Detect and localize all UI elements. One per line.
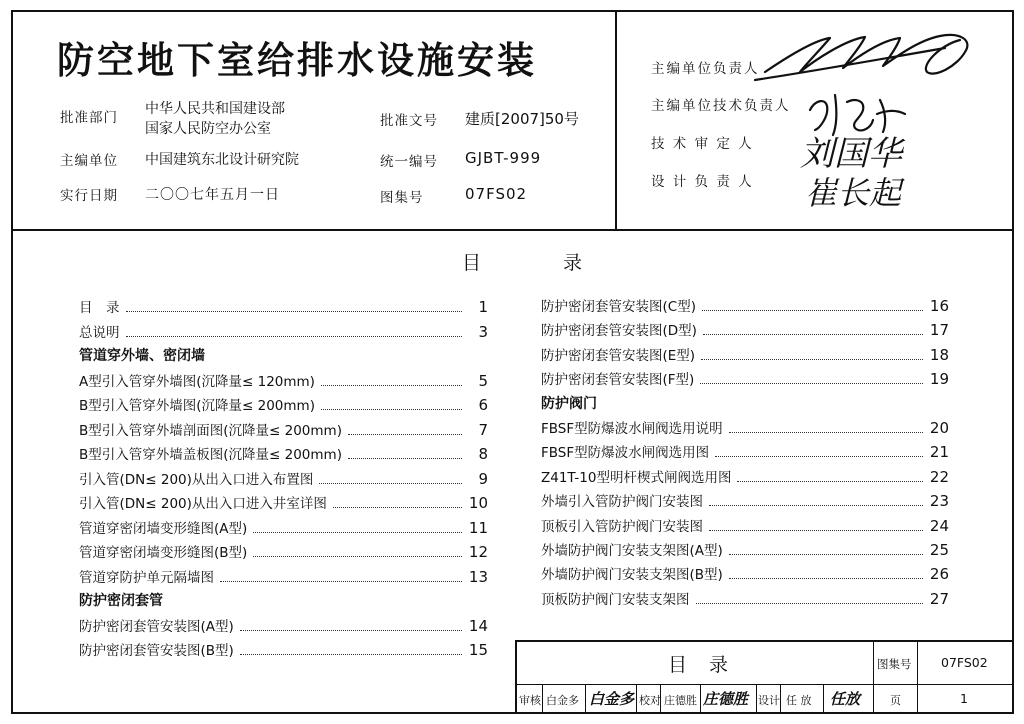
- toc-entry-page: 27: [929, 589, 949, 608]
- toc-entry-title: 防护密闭套管安装图(B型): [79, 643, 234, 659]
- toc-title: 目 录: [462, 252, 621, 274]
- toc-leader-dots: [729, 577, 923, 579]
- sig-designer-label: 设 计 负 责 人: [651, 174, 754, 190]
- sig-reviewer-label: 技 术 审 定 人: [651, 136, 754, 152]
- unified-no: GJBT-999: [465, 149, 542, 167]
- title-block-divider: [542, 684, 543, 714]
- toc-entry: [79, 615, 488, 635]
- toc-entry-page: 10: [468, 494, 488, 512]
- toc-entry-page: 21: [929, 443, 949, 462]
- toc-entry-title: 管道穿防护单元隔墙图: [79, 569, 214, 586]
- toc-entry-title: 防护密闭套管安装图(C型): [541, 299, 696, 315]
- toc-entry-title: 外墙引入管防护阀门安装图: [541, 494, 703, 511]
- toc-entry: [79, 394, 488, 414]
- toc-entry: [541, 417, 949, 437]
- tb-check-signature: 庄德胜: [703, 690, 749, 708]
- toc-entry: [541, 490, 949, 510]
- designer-signature: 崔长起: [805, 174, 902, 212]
- tb-atlas-no: 07FS02: [941, 655, 988, 670]
- toc-entry: [541, 441, 949, 461]
- toc-entry-title: 顶板防护阀门安装支架图: [541, 591, 690, 608]
- toc-entry-page: 7: [478, 420, 488, 439]
- title-block-divider: [823, 684, 824, 714]
- toc-entry-title: A型引入管穿外墙图(沉降量≤ 120mm): [79, 373, 315, 390]
- toc-entry: [79, 566, 488, 586]
- toc-entry-title: 防护密闭套管安装图(A型): [79, 618, 234, 635]
- toc-leader-dots: [253, 555, 462, 557]
- title-block-divider: [756, 684, 757, 714]
- toc-leader-dots: [703, 333, 923, 335]
- toc-leader-dots: [709, 529, 923, 531]
- toc-leader-dots: [220, 580, 462, 582]
- sig-tech-lead-label: 主编单位技术负责人: [651, 98, 791, 114]
- toc-leader-dots: [333, 506, 462, 508]
- toc-entry-page: 9: [478, 469, 488, 488]
- toc-entry-page: 16: [929, 297, 949, 315]
- toc-leader-dots: [700, 382, 923, 384]
- toc-leader-dots: [126, 310, 463, 312]
- toc-entry-page: 26: [929, 565, 949, 584]
- title-block-divider: [700, 684, 701, 714]
- toc-leader-dots: [253, 531, 462, 533]
- approval-doc-label: 批准文号: [380, 113, 438, 129]
- toc-entry-title: 管道穿密闭墙变形缝图(B型): [79, 545, 248, 561]
- toc-entry: [79, 517, 488, 537]
- toc-leader-dots: [319, 482, 462, 484]
- toc-entry-title: 引入管(DN≤ 200)从出入口进入井室详图: [79, 496, 327, 512]
- toc-leader-dots: [348, 457, 462, 459]
- toc-leader-dots: [321, 384, 462, 386]
- toc-section-heading: 防护阀门: [541, 395, 597, 412]
- title-block-divider: [780, 684, 781, 714]
- toc-entry-title: 引入管(DN≤ 200)从出入口进入布置图: [79, 471, 314, 488]
- title-block-divider: [917, 640, 918, 714]
- toc-leader-dots: [709, 504, 923, 506]
- atlas-no: 07FS02: [465, 185, 528, 203]
- tb-design-label: 设计: [758, 694, 780, 707]
- toc-leader-dots: [737, 480, 923, 482]
- toc-entry: [541, 368, 949, 388]
- toc-entry: [541, 295, 949, 315]
- reviewer-signature: 刘国华: [800, 134, 902, 174]
- atlas-no-label: 图集号: [380, 190, 424, 206]
- toc-entry: [79, 321, 488, 341]
- toc-leader-dots: [729, 553, 923, 555]
- toc-entry-page: 24: [929, 516, 949, 535]
- toc-entry-page: 14: [468, 616, 488, 635]
- toc-leader-dots: [696, 602, 924, 604]
- tb-design-name: 任 放: [786, 694, 812, 707]
- toc-entry-title: FBSF型防爆波水闸阀选用说明: [541, 421, 723, 437]
- toc-section-heading: 防护密闭套管: [79, 593, 163, 609]
- toc-entry-title: 管道穿密闭墙变形缝图(A型): [79, 520, 248, 537]
- editor-unit-label: 主编单位: [60, 153, 118, 169]
- toc-leader-dots: [321, 408, 462, 410]
- toc-entry-page: 18: [929, 345, 949, 364]
- approval-dept-label: 批准部门: [60, 110, 118, 126]
- toc-section-heading: 管道穿外墙、密闭墙: [79, 348, 205, 364]
- toc-entry: [79, 370, 488, 390]
- toc-entry-page: 20: [929, 419, 949, 437]
- toc-entry-page: 6: [478, 396, 488, 414]
- tb-check-label: 校对: [639, 694, 661, 707]
- toc-leader-dots: [701, 358, 923, 360]
- document-title: 防空地下室给排水设施安装: [57, 39, 537, 82]
- toc-entry-page: 23: [929, 492, 949, 511]
- toc-entry-title: 防护密闭套管安装图(D型): [541, 323, 697, 340]
- tb-review-label: 审核: [519, 694, 541, 707]
- title-block-divider: [873, 640, 874, 714]
- toc-entry: [79, 541, 488, 561]
- toc-entry: [541, 344, 949, 364]
- toc-leader-dots: [240, 629, 462, 631]
- tb-review-signature: 白金多: [589, 690, 635, 708]
- impl-date: 二〇〇七年五月一日: [145, 187, 280, 203]
- toc-entry-page: 3: [478, 322, 488, 341]
- toc-entry-title: 防护密闭套管安装图(F型): [541, 372, 695, 389]
- sig-lead-label: 主编单位负责人: [651, 61, 760, 77]
- title-block-divider: [515, 684, 1014, 685]
- toc-entry-title: Z41T-10型明杆楔式闸阀选用图: [541, 469, 732, 486]
- toc-entry: [79, 468, 488, 488]
- toc-leader-dots: [348, 433, 462, 435]
- toc-leader-dots: [715, 455, 923, 457]
- tb-page-no: 1: [960, 691, 968, 706]
- toc-entry-title: 顶板引入管防护阀门安装图: [541, 518, 703, 535]
- toc-entry-page: 13: [468, 567, 488, 586]
- approval-doc: 建质[2007]50号: [465, 110, 579, 128]
- approval-dept-line1: 中华人民共和国建设部: [145, 101, 285, 117]
- toc-entry-title: B型引入管穿外墙剖面图(沉降量≤ 200mm): [79, 422, 342, 439]
- toc-leader-dots: [702, 309, 923, 311]
- toc-entry: [541, 539, 949, 559]
- toc-entry: [541, 515, 949, 535]
- toc-entry-title: 外墙防护阀门安装支架图(B型): [541, 567, 723, 584]
- toc-entry-page: 12: [468, 543, 488, 561]
- tb-design-signature: 任放: [830, 690, 861, 708]
- toc-entry-page: 25: [929, 541, 949, 559]
- toc-entry-title: B型引入管穿外墙图(沉降量≤ 200mm): [79, 398, 315, 414]
- toc-entry-page: 1: [478, 298, 488, 316]
- editor-unit: 中国建筑东北设计研究院: [145, 152, 299, 168]
- toc-entry: [541, 319, 949, 339]
- toc-entry-title: FBSF型防爆波水闸阀选用图: [541, 445, 710, 462]
- toc-entry: [79, 443, 488, 463]
- title-block-divider: [585, 684, 586, 714]
- toc-entry-page: 15: [468, 641, 488, 659]
- toc-entry: [79, 296, 488, 316]
- toc-entry: [541, 563, 949, 583]
- toc-entry: [541, 588, 949, 608]
- unified-no-label: 统一编号: [380, 154, 438, 170]
- tb-page-label: 页: [890, 694, 901, 707]
- sheet-title: 目 录: [668, 654, 737, 676]
- toc-entry: [79, 419, 488, 439]
- toc-entry-title: 目 录: [79, 300, 120, 316]
- toc-entry-title: 外墙防护阀门安装支架图(A型): [541, 543, 723, 559]
- toc-entry-title: 防护密闭套管安装图(E型): [541, 347, 696, 364]
- approval-dept-line2: 国家人民防空办公室: [145, 121, 271, 137]
- toc-entry-page: 8: [478, 445, 488, 463]
- toc-entry-title: B型引入管穿外墙盖板图(沉降量≤ 200mm): [79, 447, 342, 463]
- toc-leader-dots: [240, 653, 462, 655]
- toc-leader-dots: [126, 335, 463, 337]
- tb-review-name: 白金多: [546, 694, 579, 707]
- toc-entry: [79, 492, 488, 512]
- toc-entry-page: 17: [929, 321, 949, 340]
- toc-entry-page: 19: [929, 370, 949, 389]
- toc-entry-page: 22: [929, 467, 949, 486]
- toc-entry-page: 11: [468, 518, 488, 537]
- title-block-divider: [636, 684, 637, 714]
- tb-check-name: 庄德胜: [664, 694, 697, 707]
- impl-date-label: 实行日期: [60, 188, 118, 204]
- toc-entry-page: 5: [478, 371, 488, 390]
- toc-leader-dots: [729, 431, 923, 433]
- handwritten-signatures: [615, 10, 1014, 231]
- toc-entry-title: 总说明: [79, 324, 120, 341]
- toc-entry: [79, 639, 488, 659]
- tb-atlas-label: 图集号: [877, 657, 912, 671]
- toc-entry: [541, 466, 949, 486]
